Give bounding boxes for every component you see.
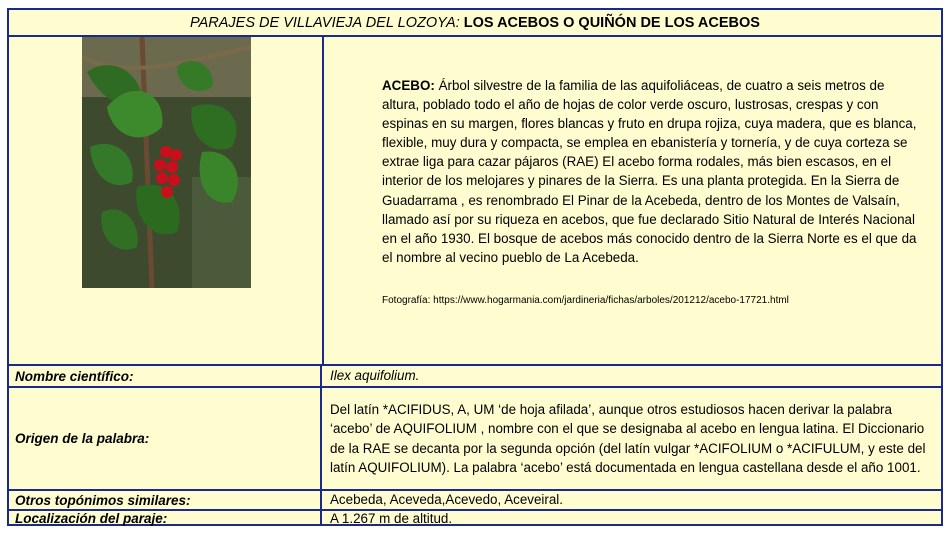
- description-term: ACEBO:: [382, 78, 435, 93]
- row-location: [9, 509, 941, 526]
- description-body: Árbol silvestre de la familia de las aquifoliáceas, de cuatro a seis metros de altura, poblado todo el año de hojas de color verde oscuro, lustrosas, crespas y con espinas en su margen, flores blancas y fruto en drupa rojiza, cuya madera, que es blanca, flexible, muy dura y compacta, se emplea en ebanistería y tornería, y de cuya corteza se extrae liga para cazar pájaros (RAE) El acebo forma rodales, más bien escasos, en el interior de los melojares y pinares de la Sierra. Es una planta protegida. En la Sierra de Guadarrama , es renombrado El Pinar de la Acebeda, dentro de los Montes de Valsaín, llamado así por su riqueza en acebos, que fue declarado Sitio Natural de Interés Nacional en el año 1930. El bosque de acebos más conocido dentro de la Sierra Norte es el que da el nombre al vecino pueblo de La Acebeda.: [382, 78, 917, 265]
- photo-source: Fotografía: https://www.hogarmania.com/jardineria/fichas/arboles/201212/acebo-17721.html: [382, 295, 789, 306]
- description-text: [382, 76, 922, 267]
- row-word-origin: [9, 386, 941, 489]
- row-value: Acebeda, Aceveda,Acevedo, Aceveiral.: [330, 492, 564, 508]
- row-value: A 1.267 m de altitud.: [330, 510, 453, 526]
- row-similar-toponyms: [9, 489, 941, 509]
- row-label: Origen de la palabra:: [9, 388, 322, 489]
- row-value: Ilex aquifolium.: [330, 368, 420, 384]
- row-scientific-name: [9, 364, 941, 386]
- row-value: Del latín *ACIFIDUS, A, UM ‘de hoja afilada’, aunque otros estudiosos hacen derivar la palabra ‘acebo’ de AQUIFOLIUM , nombre con el que se designaba al acebo en lengua latina. El Diccionario de la RAE se decanta por la segunda opción (del latín vulgar *ACIFOLIUM o *ACIFULUM, y este del latín AQUIFOLIUM). La palabra ‘acebo’ está documentada en lengua castellana desde el año 1001.: [330, 402, 926, 475]
- row-label: Otros topónimos similares:: [9, 491, 322, 509]
- description-cell: [324, 37, 941, 364]
- row-label: Localización del paraje:: [9, 511, 322, 526]
- photo-cell: [9, 37, 324, 364]
- holly-photo: [82, 37, 251, 288]
- title-place: PARAJES DE VILLAVIEJA DEL LOZOYA:: [190, 14, 460, 31]
- info-card: [7, 8, 943, 526]
- page-title: [9, 10, 941, 37]
- row-label: Nombre científico:: [9, 366, 322, 386]
- title-name: LOS ACEBOS O QUIÑÓN DE LOS ACEBOS: [463, 14, 760, 31]
